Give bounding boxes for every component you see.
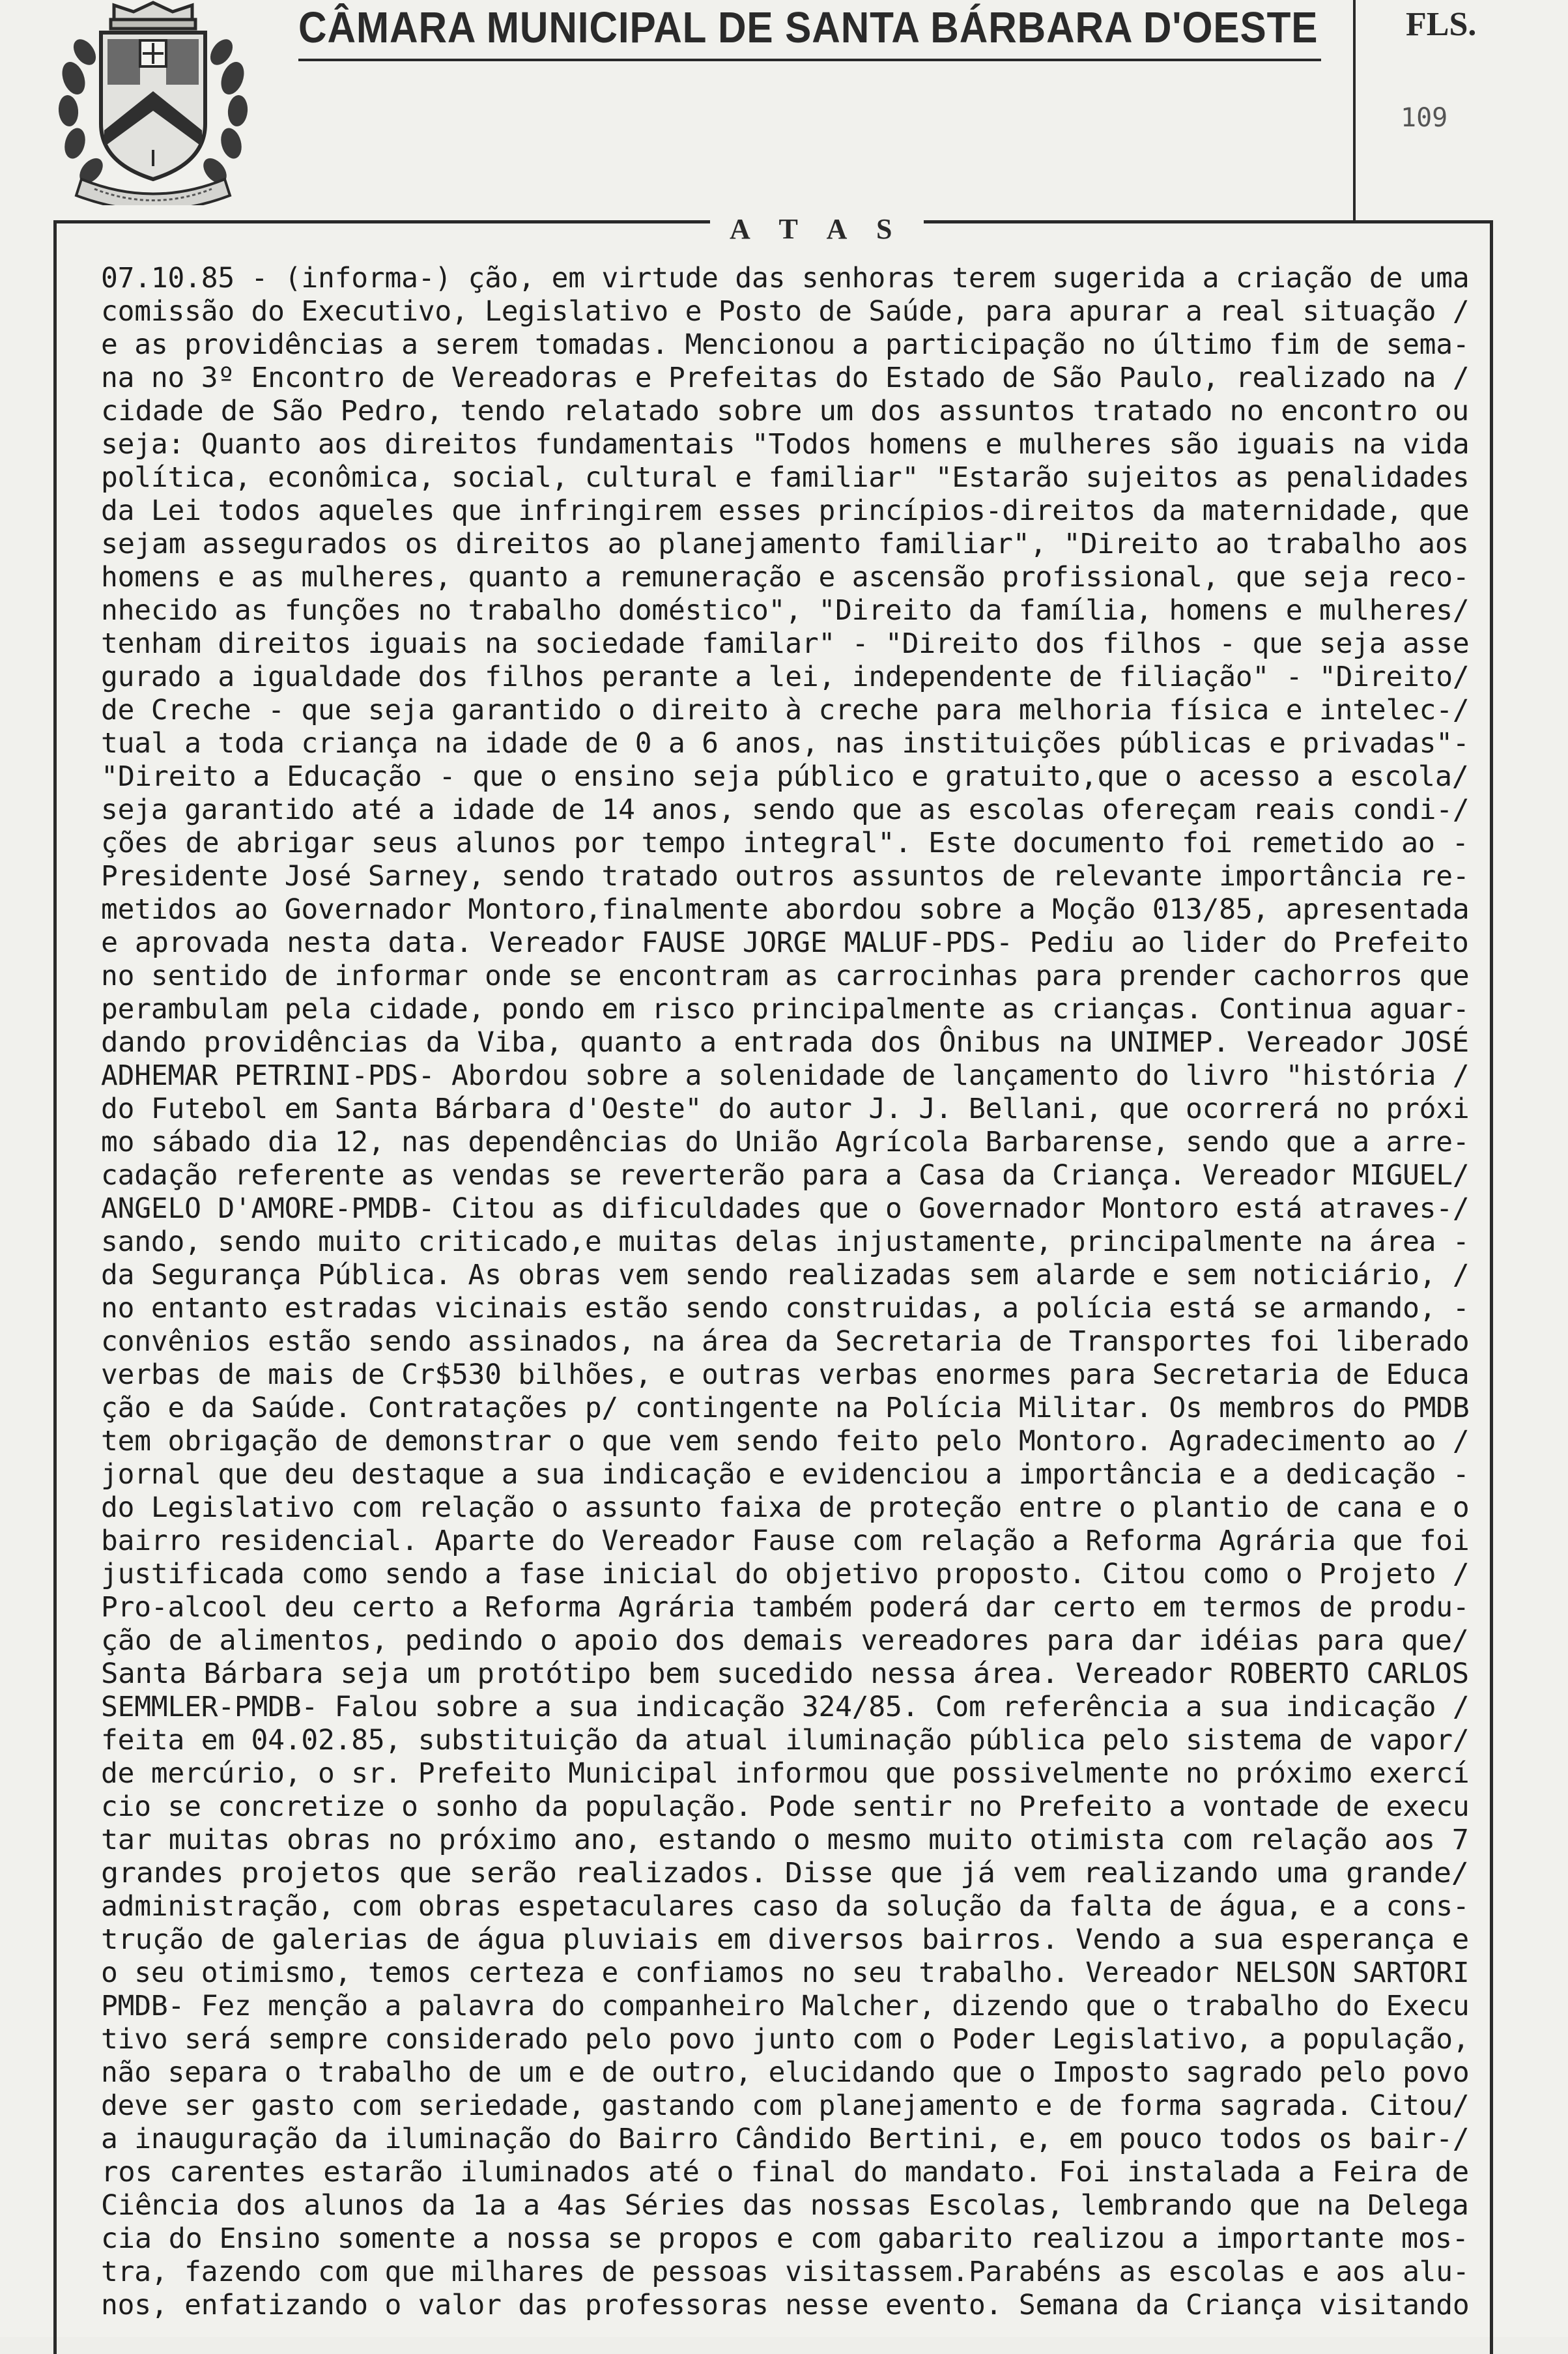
chamber-title: CÂMARA MUNICIPAL DE SANTA BÁRBARA D'OESTE	[298, 3, 1319, 52]
text-line: nhecido as funções no trabalho doméstico", "Direito da família, homens e mulheres/	[101, 594, 1470, 627]
text-line: SEMMLER-PMDB- Falou sobre a sua indicação 324/85. Com referência a sua indicação /	[101, 1691, 1470, 1723]
text-line: da Segurança Pública. As obras vem sendo realizadas sem alarde e sem noticiário, /	[101, 1259, 1470, 1291]
text-line: tivo será sempre considerado pelo povo junto com o Poder Legislativo, a população,	[101, 2023, 1470, 2056]
text-line: ção de alimentos, pedindo o apoio dos demais vereadores para dar idéias para que/	[101, 1624, 1469, 1657]
text-line: ção e da Saúde. Contratações p/ contingente na Polícia Militar. Os membros do PMDB	[101, 1392, 1470, 1424]
text-line: homens e as mulheres, quanto a remuneração e ascensão profissional, que seja reco-	[101, 561, 1470, 594]
text-line: não separa o trabalho de um e de outro, elucidando que o Imposto sagrado pelo povo	[101, 2056, 1470, 2089]
section-title: A T A S	[710, 212, 924, 246]
text-line: cidade de São Pedro, tendo relatado sobre um dos assuntos tratado no encontro ou	[101, 395, 1470, 427]
text-line: Santa Bárbara seja um protótipo bem sucedido nessa área. Vereador ROBERTO CARLOS	[101, 1658, 1470, 1690]
text-line: o seu otimismo, temos certeza e confiamos no seu trabalho. Vereador NELSON SARTORI	[101, 1957, 1470, 1989]
text-line: Ciência dos alunos da 1a a 4as Séries das nossas Escolas, lembrando que na Delega	[101, 2189, 1469, 2222]
text-line: tra, fazendo com que milhares de pessoas visitassem.Parabéns as escolas e aos alu-	[101, 2256, 1470, 2288]
text-line: no sentido de informar onde se encontram as carrocinhas para prender cachorros que	[101, 960, 1470, 992]
text-line: tem obrigação de demonstrar o que vem sendo feito pelo Montoro. Agradecimento ao /	[101, 1425, 1470, 1457]
text-line: jornal que deu destaque a sua indicação e evidenciou a importância e a dedicação -	[101, 1458, 1470, 1491]
text-line: perambulam pela cidade, pondo em risco principalmente as crianças. Continua aguar-	[101, 993, 1470, 1026]
coat-of-arms-seal	[55, 0, 251, 205]
text-line: da Lei todos aqueles que infringirem esses princípios-direitos da maternidade, que	[101, 495, 1470, 527]
text-line: verbas de mais de Cr$530 bilhões, e outras verbas enormes para Secretaria de Educa	[101, 1358, 1470, 1391]
text-line: cia do Ensino somente a nossa se propos e com gabarito realizou a importante mos-	[101, 2222, 1469, 2255]
text-line: deve ser gasto com seriedade, gastando com planejamento e de forma sagrada. Citou/	[101, 2089, 1470, 2122]
text-line: Presidente José Sarney, sendo tratado outros assuntos de relevante importância re-	[101, 860, 1470, 893]
text-line: de Creche - que seja garantido o direito à creche para melhoria física e intelec-/	[101, 694, 1470, 726]
text-line: na no 3º Encontro de Vereadoras e Prefeitas do Estado de São Paulo, realizado na /	[101, 362, 1470, 394]
text-line: de mercúrio, o sr. Prefeito Municipal informou que possivelmente no próximo exercí	[101, 1757, 1470, 1790]
text-line: feita em 04.02.85, substituição da atual iluminação pública pelo sistema de vapor/	[101, 1724, 1470, 1757]
text-line: ções de abrigar seus alunos por tempo integral". Este documento foi remetido ao -	[101, 827, 1469, 859]
folio-number: 109	[1401, 103, 1448, 133]
text-line: do Legislativo com relação o assunto faixa de proteção entre o plantio de cana e o	[101, 1491, 1470, 1524]
text-line: mo sábado dia 12, nas dependências do União Agrícola Barbarense, sendo que a arre-	[101, 1126, 1470, 1158]
text-line: e aprovada nesta data. Vereador FAUSE JORGE MALUF-PDS- Pediu ao lider do Prefeito	[101, 926, 1469, 959]
text-line: tenham direitos iguais na sociedade familar" - "Direito dos filhos - que seja asse	[101, 627, 1470, 660]
text-line: gurado a igualdade dos filhos perante a lei, independente de filiação" - "Direito/	[101, 661, 1470, 693]
text-line: comissão do Executivo, Legislativo e Posto de Saúde, para apurar a real situação /	[101, 295, 1470, 328]
text-line: dando providências da Viba, quanto a entrada dos Ônibus na UNIMEP. Vereador JOSÉ	[101, 1026, 1470, 1059]
text-line: sando, sendo muito criticado,e muitas delas injustamente, principalmente na área -	[101, 1226, 1470, 1258]
text-line: cadação referente as vendas se reverterão para a Casa da Criança. Vereador MIGUEL/	[101, 1159, 1470, 1192]
text-line: Pro-alcool deu certo a Reforma Agrária também poderá dar certo em termos de produ-	[101, 1591, 1470, 1624]
text-line: ANGELO D'AMORE-PMDB- Citou as dificuldades que o Governador Montoro está atraves-/	[101, 1192, 1470, 1225]
text-line: tar muitas obras no próximo ano, estando o mesmo muito otimista com relação aos 7	[101, 1824, 1469, 1856]
text-line: grandes projetos que serão realizados. Disse que já vem realizando uma grande/	[101, 1857, 1469, 1889]
text-line: no entanto estradas vicinais estão sendo construidas, a polícia está se armando, -	[101, 1292, 1470, 1325]
text-line: ADHEMAR PETRINI-PDS- Abordou sobre a solenidade de lançamento do livro "história /	[101, 1059, 1470, 1092]
text-line: e as providências a serem tomadas. Mencionou a participação no último fim de sema-	[101, 328, 1470, 361]
text-line: cio se concretize o sonho da população. Pode sentir no Prefeito a vontade de execu	[101, 1790, 1470, 1823]
text-line: metidos ao Governador Montoro,finalmente abordou sobre a Moção 013/85, apresentada	[101, 893, 1470, 926]
text-line: sejam assegurados os direitos ao planejamento familiar", "Direito ao trabalho aos	[101, 528, 1469, 560]
text-line: convênios estão sendo assinados, na área da Secretaria de Transportes foi liberado	[101, 1325, 1470, 1358]
text-line: "Direito a Educação - que o ensino seja público e gratuito,que o acesso a escola/	[101, 760, 1469, 793]
text-line: ros carentes estarão iluminados até o final do mandato. Foi instalada a Feira de	[101, 2156, 1470, 2189]
text-line: seja garantido até a idade de 14 anos, sendo que as escolas ofereçam reais condi-/	[101, 794, 1470, 826]
text-line: bairro residencial. Aparte do Vereador Fause com relação a Reforma Agrária que foi	[101, 1525, 1470, 1557]
folio-divider	[1353, 0, 1356, 220]
text-line: do Futebol em Santa Bárbara d'Oeste" do autor J. J. Bellani, que ocorrerá no próxi	[101, 1093, 1470, 1125]
folio-label: FLS.	[1406, 6, 1477, 43]
text-line: nos, enfatizando o valor das professoras nesse evento. Semana da Criança visitando	[101, 2289, 1470, 2321]
text-line: tual a toda criança na idade de 0 a 6 anos, nas instituições públicas e privadas"-	[101, 727, 1470, 760]
minutes-body	[101, 262, 1469, 2322]
header-underline	[298, 59, 1321, 61]
text-line: justificada como sendo a fase inicial do objetivo proposto. Citou como o Projeto /	[101, 1558, 1470, 1590]
text-line: trução de galerias de água pluviais em diversos bairros. Vendo a sua esperança e	[101, 1923, 1470, 1956]
text-line: política, econômica, social, cultural e familiar" "Estarão sujeitos as penalidades	[101, 461, 1470, 494]
text-line: a inauguração da iluminação do Bairro Cândido Bertini, e, em pouco todos os bair-/	[101, 2123, 1470, 2155]
text-line: seja: Quanto aos direitos fundamentais "Todos homens e mulheres são iguais na vida	[101, 428, 1470, 461]
text-line: PMDB- Fez menção a palavra do companheiro Malcher, dizendo que o trabalho do Execu	[101, 1990, 1470, 2022]
text-line: administração, com obras espetaculares caso da solução da falta de água, e a cons-	[101, 1890, 1470, 1923]
text-line: 07.10.85 - (informa-) ção, em virtude das senhoras terem sugerida a criação de uma	[101, 262, 1470, 294]
